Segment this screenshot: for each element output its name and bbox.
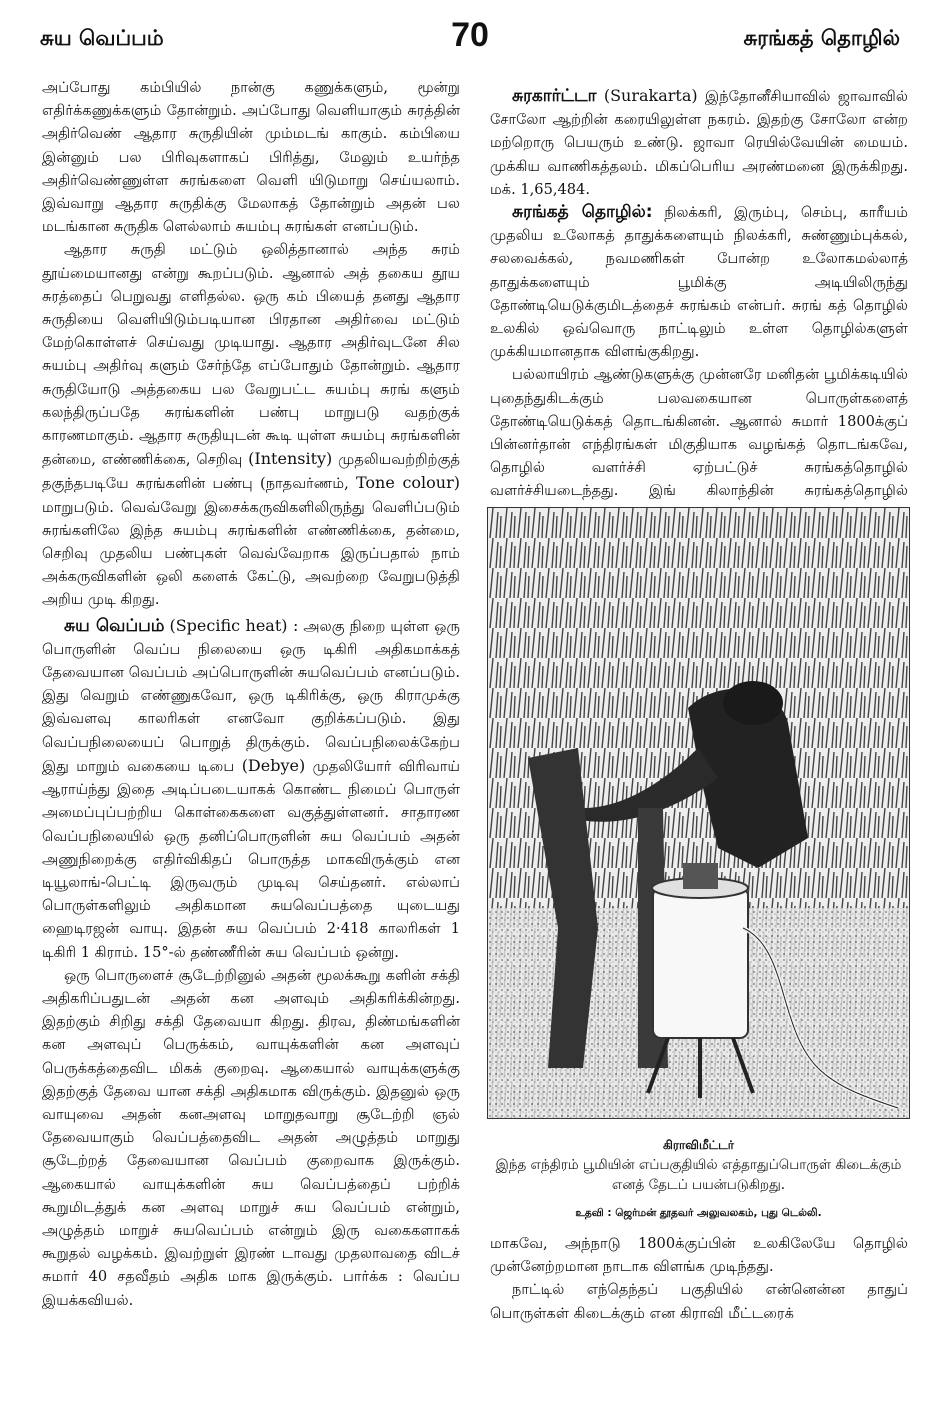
entry-title-surakarta: சுரகார்ட்டா — [512, 86, 597, 106]
caption-credit: உதவி : ஜெர்மன் தூதவர் அலுவலகம், புது டெல்லி. — [575, 1207, 822, 1219]
caption-text: இந்த எந்திரம் பூமியின் எப்பகுதியில் எத்தாதுப்பொருள் கிடைக்கும் எனத் தேடப் பயன்படுகிறது. — [495, 1157, 902, 1193]
page-header — [0, 0, 940, 62]
paragraph-gas-specific-heat: ஒரு பொருளைச் சூடேற்றினுல் அதன் மூலக்கூறு களின் சக்தி அதிகரிப்பதுடன் அதன் கன அளவும் அதிகரிக்கின்றது. இதற்கும் சிறிது சக்தி தேவையா கிறது. திரவ, திண்மங்களின் கன அளவுப் பெருக்கம், வாயுக்களின் கன அளவுப் பெருக்கத்தைவிட மிகக் குறைவு. ஆகையால் வாயுக்களுக்கு இதற்குத் தேவை யான சக்தி அதிகமாக விருக்கும். இதனுல் ஒரு வாயுவை அதன் கனஅளவு மாறுதவாறு சூடேற்றி ஞல் தேவையாகும் வெப்பத்தைவிட அதன் அழுத்தம் மாறுது சூடேற்றத் தேவையான வெப்பம் குறைவாக இருக்கும். ஆகையால் வாயுக்களின் சுய வெப்பத்தைப் பற்றிக் கூறுமிடத்துக் கன அளவு மாறுச் சுய வெப்பம் என்றும், அழுத்தம் மாறுச் சுயவெப்பம் என்றும் இரு வகைகளாகக் கூறுதல் வழக்கம். இவற்றுள் இரண் டாவது முதலாவதை விடச் சுமார் 40 சதவீதம் அதிக மாக இருக்கும். பார்க்க : வெப்ப இயக்கவியல். — [42, 966, 460, 1309]
gravimeter-photo — [487, 507, 910, 1119]
entry-title-specific-heat: சுய வெப்பம் — [64, 615, 165, 636]
caption-title: கிராவிமீட்டர் — [662, 1138, 734, 1152]
running-head-left: சுய வெப்பம் — [40, 26, 164, 50]
gravimeter-photo-illustration — [488, 508, 909, 1118]
paragraph-mining-history: பல்லாயிரம் ஆண்டுகளுக்கு முன்னரே மனிதன் பூமிக்கடியில் புதைந்துகிடக்கும் பலவகையான பொருள்களைத் தோண்டியெடுக்கத் தொடங்கினன். ஆனால் சுமார் 1800க்குப் பின்னர்தான் எந்திரங்கள் மிகுதியாக வழங்கத் தொடங்கவே, தொழில் வளர்ச்சி ஏற்பட்டுச் சுரங்கத்தொழில் வளர்ச்சியடைந்தது. இங் கிலாந்தின் சுரங்கத்தொழில் — [490, 366, 908, 500]
left-column — [42, 76, 460, 1312]
right-column-top — [490, 84, 908, 526]
right-column-bottom — [490, 1232, 908, 1325]
entry-mining: சுரங்கத் தொழில்: நிலக்கரி, இரும்பு, செம்பு, காரீயம் முதலிய உலோகத் தாதுக்களையும் நிலக்கரி, சுண்ணும்புக்கல், சலவைக்கல், நவமணிகள் போன்ற உலோகமல்லாத் தாதுக்களையும் பூமிக்கு அடியிலிருந்து தோண்டியெடுக்குமிடத்தைச் சுரங்கம் என்பர். சுரங் கத் தொழில் உலகில் ஒவ்வொரு நாட்டிலும் உள்ள தொழில்களுள் முக்கியமானதாக விளங்குகிறது. — [490, 202, 909, 361]
page-number: 70 — [451, 16, 489, 54]
photo-caption — [487, 1135, 910, 1223]
entry-specific-heat: சுய வெப்பம் (Specific heat) : அலகு நிறை யுள்ள ஒரு பொருளின் வெப்ப நிலையை ஒரு டிகிரி அதிகமாக்கத் தேவையான வெப்பம் அப்பொருளின் சுயவெப்பம் எனப்படும். இது வெறும் எண்ணுகவோ, ஒரு டிகிரிக்கு, ஒரு கிராமுக்கு இவ்வளவு காலரிகள் எனவோ குறிக்கப்படும். இது வெப்பநிலையைப் பொறுத் திருக்கும். வெப்பநிலைக்கேற்ப இது மாறும் வகையை டிபை (Debye) முதலியோர் விரிவாய் ஆராய்ந்து இதை அடிப்படையாகக் கொண்ட நிமைப் பொருள் அமைப்புப்பற்றிய கொள்கைகளை வகுத்துள்ளனர். சாதாரண வெப்பநிலையில் ஒரு தனிப்பொருளின் சுய வெப்பம் அதன் அணுநிறைக்கு எதிர்விகிதப் பொருத்த மாகவிருக்கும் என டியூலாங்-பெட்டி இருவரும் முடிவு செய்தனர். எல்லாப் பொருள்களிலும் அதிகமான சுயவெப்பத்தை யுடையது ஹைடிரஜன் வாயு. இதன் சுய வெப்பம் 2·418 காலரிகள் 1 டிகிரி 1 கிராம். 15°-ல் தண்ணீரின் சுய வெப்பம் ஒன்று. — [42, 615, 461, 961]
paragraph-gravimeter-use: நாட்டில் எந்தெந்தப் பகுதியில் என்னென்ன தாதுப் பொருள்கள் கிடைக்கும் என கிராவி மீட்டரைக் — [490, 1281, 908, 1322]
paragraph-england-progress: மாகவே, அந்நாடு 1800க்குப்பின் உலகிலேயே தொழில் முன்னேற்றமான நாடாக விளங்க முடிந்தது. — [490, 1235, 908, 1276]
paragraph-harmonics: அப்போது கம்பியில் நான்கு கணுக்களும், மூன்று எதிர்க்கணுக்களும் தோன்றும். அப்போது வெளியாகும் சுரத்தின் அதிர்வெண் ஆதார சுருதியின் மும்மடங் காகும். கம்பியை இன்னும் பல பிரிவுகளாகப் பிரித்து, மேலும் உயர்ந்த அதிர்வெண்ணுள்ள சுரங்களை வெளி யிடுமாறு செய்யலாம். இவ்வாறு ஆதார சுருதிக்கு மேலாகத் தோன்றும் அதன் பல மடங்கான சுருதிக ளெல்லாம் சுயம்பு சுரங்கள் எனப்படும். — [42, 79, 460, 236]
entry-surakarta: சுரகார்ட்டா (Surakarta) இந்தோனீசியாவில் ஜாவாவில் சோலோ ஆற்றின் கரையிலுள்ள நகரம். இதற்கு சோலோ என்ற மற்றொரு பெயரும் உண்டு. ஜாவா ரெயில்வேயின் மையம். முக்கிய வாணிகத்தலம். மிகப்பெரிய அரண்மனை இருக்கிறது. மக். 1,65,484. — [490, 86, 909, 198]
running-head-right: சுரங்கத் தொழில் — [743, 26, 900, 50]
entry-title-mining: சுரங்கத் தொழில்: — [512, 202, 653, 223]
paragraph-tone-quality: ஆதார சுருதி மட்டும் ஒலித்தானால் அந்த சுரம் தூய்மையானது என்று கூறப்படும். ஆனால் அத் தகைய தூய சுரத்தைப் பெறுவது எளிதல்ல. ஒரு கம் பியைத் தனது ஆதார சுருதியை வெளியிடும்படியான பிரதான அதிர்வை மட்டும் மேற்கொள்ளச் செய்வது முடியாது. ஆதார அதிர்வுடனே சில சுயம்பு அதிர்வு களும் சேர்ந்தே எப்போதும் தோன்றும். ஆதார சுருதியோடு அத்தகைய பல வேறுபட்ட சுயம்பு சுரங் களும் கலந்திருப்பதே சுரங்களின் பண்பு மாறுபடு வதற்குக் காரணமாகும். ஆதார சுருதியுடன் கூடி யுள்ள சுயம்பு சுரங்களின் தன்மை, எண்ணிக்கை, செறிவு (Intensity) முதலியவற்றிற்குத் தகுந்தபடியே சுரங்களின் பண்பு (நாதவர்ணம், Tone colour) மாறுபடும். வெவ்வேறு இசைக்கருவிகளிலிருந்து வெளிப்படும் சுரங்களிலே இந்த சுயம்பு சுரங்களின் எண்ணிக்கை, தன்மை, செறிவு முதலிய பண்புகள் வெவ்வேறாக இருப்பதால் நாம் அக்கருவிகளின் ஒலி களைக் கேட்டு, அவற்றை வேறுபடுத்தி அறிய முடி கிறது. — [42, 241, 461, 609]
